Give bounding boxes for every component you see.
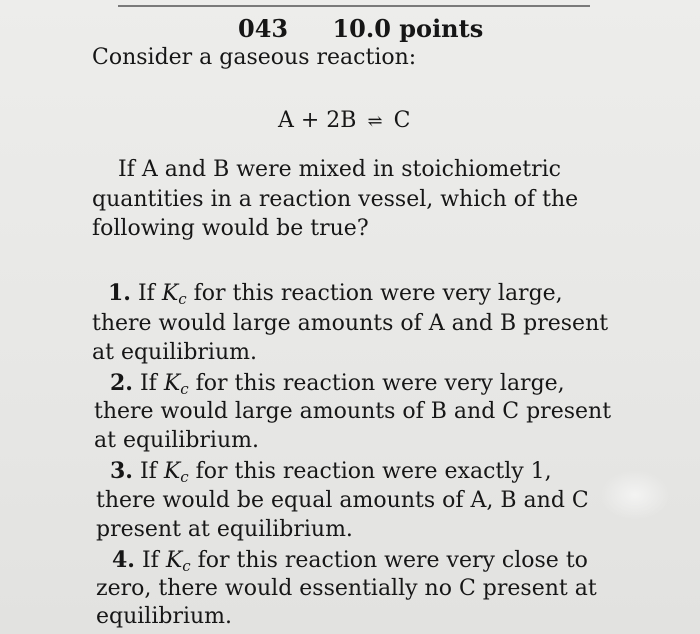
reaction-equation bbox=[278, 108, 410, 133]
photo-glare bbox=[600, 470, 670, 520]
option-number: 4. bbox=[112, 547, 135, 573]
equilibrium-constant-subscript: c bbox=[178, 290, 187, 308]
prompt-line-2: quantities in a reaction vessel, which of the bbox=[92, 187, 579, 212]
option-3-line-2: there would be equal amounts of A, B and C bbox=[96, 488, 589, 513]
option-number: 1. bbox=[108, 280, 131, 306]
equilibrium-constant: K bbox=[165, 548, 183, 573]
equilibrium-constant: K bbox=[163, 371, 181, 396]
option-4-line-3: equilibrium. bbox=[96, 604, 233, 629]
option-number: 2. bbox=[110, 370, 133, 396]
option-text: for this reaction were exactly 1, bbox=[195, 459, 552, 484]
top-rule bbox=[118, 5, 590, 7]
option-number: 3. bbox=[110, 458, 133, 484]
option-text: for this reaction were very large, bbox=[195, 371, 565, 396]
option-text: for this reaction were very large, bbox=[193, 281, 563, 306]
option-text: If bbox=[137, 281, 155, 306]
option-1-line-2: there would large amounts of A and B present bbox=[92, 311, 609, 336]
option-1-line-3: at equilibrium. bbox=[92, 340, 257, 365]
equilibrium-constant-subscript: c bbox=[182, 557, 191, 575]
option-text: If bbox=[139, 371, 157, 396]
equation-products: C bbox=[393, 108, 411, 133]
equilibrium-constant: K bbox=[161, 281, 179, 306]
equilibrium-constant-subscript: c bbox=[180, 468, 189, 486]
equation-reactants: A + 2B bbox=[278, 108, 357, 133]
question-intro: Consider a gaseous reaction: bbox=[92, 45, 417, 70]
question-header bbox=[238, 14, 483, 43]
option-2-line-2: there would large amounts of B and C present bbox=[94, 399, 612, 424]
option-1[interactable] bbox=[108, 279, 563, 313]
prompt-line-1: If A and B were mixed in stoichiometric bbox=[118, 157, 561, 182]
question-points: 10.0 points bbox=[332, 14, 484, 43]
option-3-line-3: present at equilibrium. bbox=[96, 517, 353, 542]
option-4-line-2: zero, there would essentially no C present at bbox=[96, 576, 597, 601]
equilibrium-constant: K bbox=[163, 459, 181, 484]
option-text: for this reaction were very close to bbox=[197, 548, 588, 573]
option-text: If bbox=[139, 459, 157, 484]
option-3[interactable] bbox=[110, 457, 552, 491]
prompt-line-3: following would be true? bbox=[92, 216, 369, 241]
option-text: If bbox=[141, 548, 159, 573]
question-number: 043 bbox=[238, 14, 289, 43]
equilibrium-arrow-icon: ⇌ bbox=[367, 111, 383, 132]
option-2-line-3: at equilibrium. bbox=[94, 428, 259, 453]
equilibrium-constant-subscript: c bbox=[180, 380, 189, 398]
